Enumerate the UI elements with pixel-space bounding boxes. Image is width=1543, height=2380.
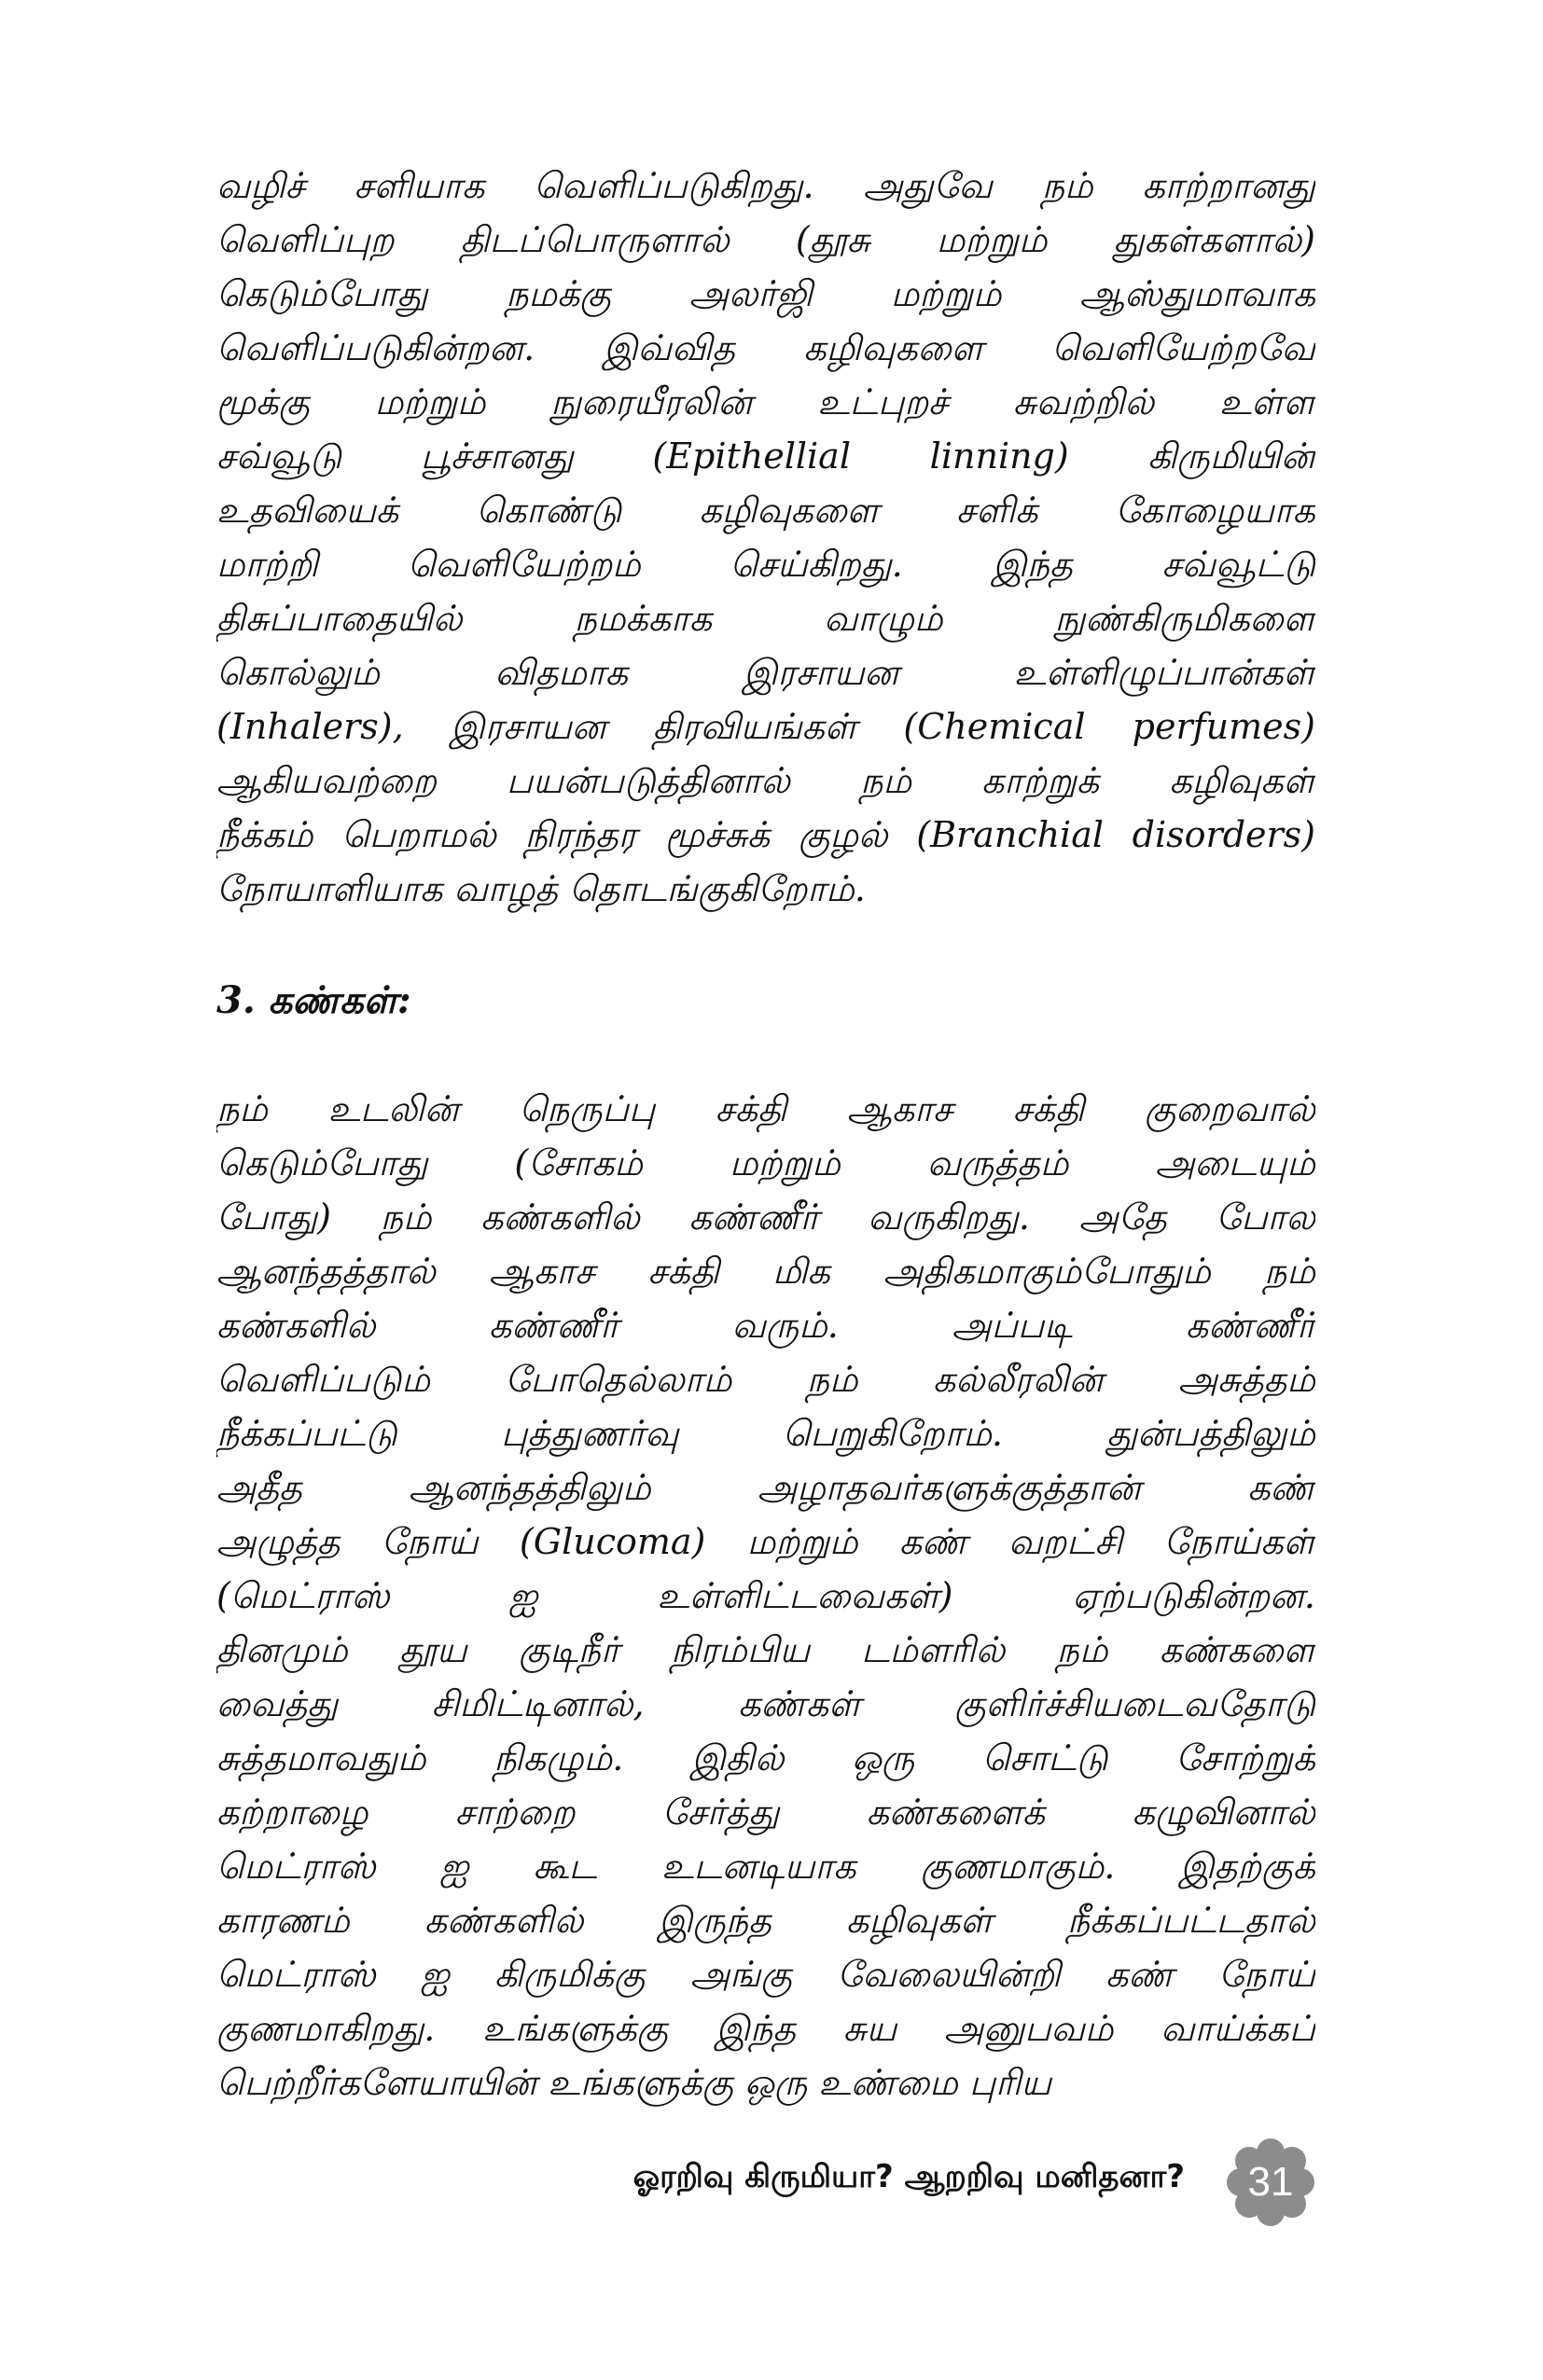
text-line: திசுப்பாதையில் நமக்காக வாழும் நுண்கிருமிகளை [216,598,1315,639]
text-line: தினமும் தூய குடிநீர் நிரம்பிய டம்ளரில் நம் கண்களை [216,1629,1315,1670]
text-line: கொல்லும் விதமாக இரசாயன உள்ளிழுப்பான்கள் [216,652,1315,693]
text-line: கெடும்போது (சோகம் மற்றும் வருத்தம் அடையும் [216,1142,1315,1183]
text-line: மாற்றி வெளியேற்றம் செய்கிறது. இந்த சவ்வூட்டு [216,544,1315,585]
section-heading-eyes: 3. கண்கள்: [216,978,411,1022]
text-line: நோயாளியாக வாழத் தொடங்குகிறோம். [216,868,866,909]
text-line: நீக்கப்பட்டு புத்துணர்வு பெறுகிறோம். துன்பத்திலும் [216,1413,1315,1454]
text-line: நம் உடலின் நெருப்பு சக்தி ஆகாச சக்தி குறைவால் [216,1088,1315,1129]
text-line: போது) நம் கண்களில் கண்ணீர் வருகிறது. அதே போல [216,1197,1315,1238]
text-line: வெளிப்புற திடப்பொருளால் (தூசு மற்றும் துகள்களால்) [216,219,1315,260]
page-body [216,159,1315,2110]
text-line: வெளிப்படும் போதெல்லாம் நம் கல்லீரலின் அசுத்தம் [216,1359,1315,1400]
text-line: மெட்ராஸ் ஐ கிருமிக்கு அங்கு வேலையின்றி கண் நோய் [216,1954,1315,1995]
text-line: நீக்கம் பெறாமல் நிரந்தர மூச்சுக் குழல் (Branchial disorders) [216,814,1315,855]
text-line: (மெட்ராஸ் ஐ உள்ளிட்டவைகள்) ஏற்படுகின்றன. [216,1575,1315,1616]
text-line: (Inhalers), இரசாயன திரவியங்கள் (Chemical perfumes) [216,706,1315,747]
page-number-badge [1226,2138,1315,2227]
text-line: சுத்தமாவதும் நிகழும். இதில் ஒரு சொட்டு சோற்றுக் [216,1737,1315,1778]
text-line: கற்றாழை சாற்றை சேர்த்து கண்களைக் கழுவினால் [216,1792,1315,1833]
paragraph-respiratory [216,159,1315,916]
text-line: வெளிப்படுகின்றன. இவ்வித கழிவுகளை வெளியேற்றவே [216,327,1315,368]
text-line: குணமாகிறது. உங்களுக்கு இந்த சுய அனுபவம் வாய்க்கப் [216,2008,1315,2049]
book-title: ஓரறிவு கிருமியா? ஆறறிவு மனிதனா? [632,2158,1185,2195]
text-line: வைத்து சிமிட்டினால், கண்கள் குளிர்ச்சியடைவதோடு [216,1683,1315,1724]
page-number: 31 [1247,2159,1294,2205]
text-line: ஆனந்தத்தால் ஆகாச சக்தி மிக அதிகமாகும்போதும் நம் [216,1251,1315,1292]
text-line: காரணம் கண்களில் இருந்த கழிவுகள் நீக்கப்பட்டதால் [216,1900,1315,1941]
text-line: ஆகியவற்றை பயன்படுத்தினால் நம் காற்றுக் கழிவுகள் [216,760,1315,801]
text-line: கண்களில் கண்ணீர் வரும். அப்படி கண்ணீர் [216,1305,1315,1346]
text-line: சவ்வூடு பூச்சானது (Epithellial linning) கிருமியின் [216,436,1315,477]
text-line: அழுத்த நோய் (Glucoma) மற்றும் கண் வறட்சி நோய்கள் [216,1521,1315,1562]
page-footer [216,2138,1315,2212]
text-line: அதீத ஆனந்தத்திலும் அழாதவர்களுக்குத்தான் கண் [216,1467,1315,1508]
text-line: கெடும்போது நமக்கு அலர்ஜி மற்றும் ஆஸ்துமாவாக [216,273,1315,314]
text-line: உதவியைக் கொண்டு கழிவுகளை சளிக் கோழையாக [216,490,1315,531]
text-line: வழிச் சளியாக வெளிப்படுகிறது. அதுவே நம் காற்றானது [216,165,1315,206]
text-line: பெற்றீர்களேயாயின் உங்களுக்கு ஒரு உண்மை புரிய [216,2062,1052,2103]
text-line: மூக்கு மற்றும் நுரையீரலின் உட்புறச் சுவற்றில் உள்ள [216,381,1315,422]
paragraph-eyes [216,1082,1315,2110]
text-line: மெட்ராஸ் ஐ கூட உடனடியாக குணமாகும். இதற்குக் [216,1846,1315,1887]
